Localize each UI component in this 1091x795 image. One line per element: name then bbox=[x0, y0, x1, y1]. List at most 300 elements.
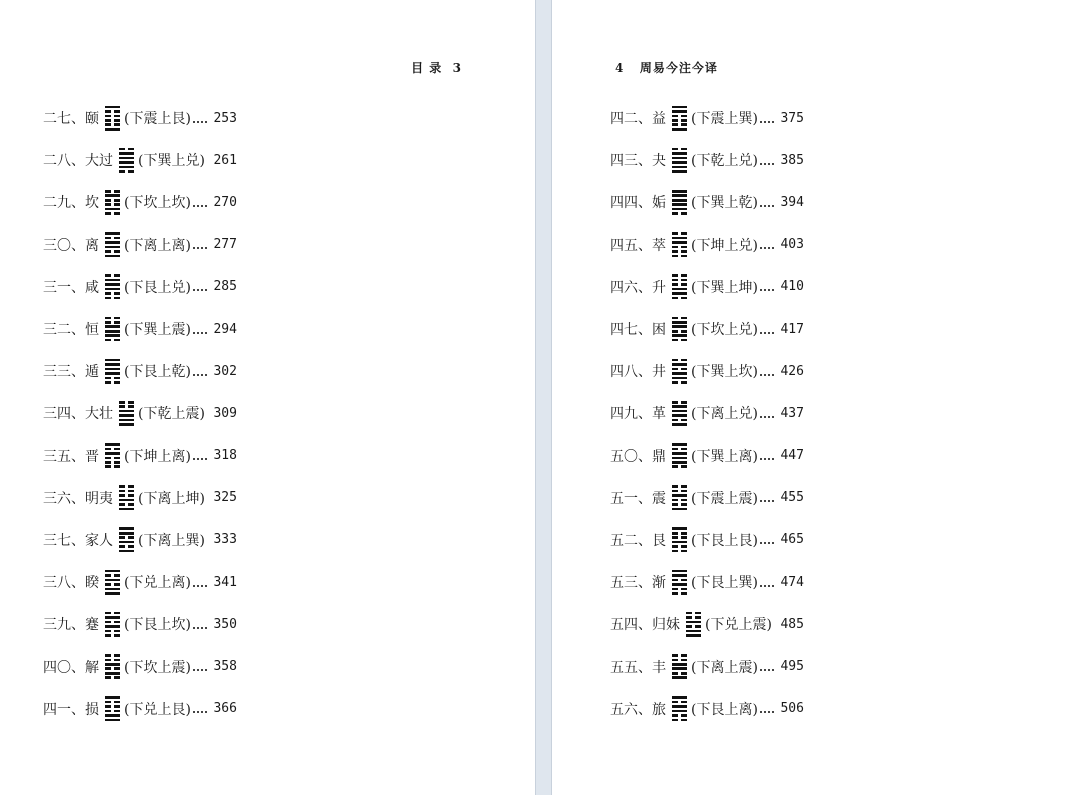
hexagram-icon bbox=[686, 612, 701, 637]
dot-leader bbox=[193, 626, 207, 629]
toc-entry[interactable] bbox=[610, 519, 804, 561]
yang-line bbox=[672, 377, 687, 380]
yin-line bbox=[105, 634, 120, 637]
yang-line bbox=[105, 719, 120, 722]
yang-line bbox=[119, 414, 134, 417]
yang-line bbox=[672, 414, 687, 417]
yin-line bbox=[672, 588, 687, 591]
yang-line bbox=[119, 161, 134, 164]
yang-line bbox=[672, 696, 687, 699]
entry-page-number: 318 bbox=[213, 448, 237, 464]
entry-number: 五二、 bbox=[610, 532, 652, 549]
yang-line bbox=[119, 527, 134, 530]
entry-page-number: 394 bbox=[780, 194, 804, 210]
yang-line bbox=[672, 363, 687, 366]
yang-line bbox=[119, 423, 134, 426]
entry-hexagram-name: 姤 bbox=[652, 195, 666, 212]
dot-leader bbox=[193, 331, 207, 334]
yin-line bbox=[105, 317, 120, 320]
entry-trigram-description: (下乾上兑) bbox=[691, 153, 758, 170]
entry-trigram-description: (下巽上离) bbox=[691, 448, 758, 465]
entry-hexagram-name: 大过 bbox=[85, 153, 113, 170]
hexagram-icon bbox=[672, 654, 687, 679]
dot-leader bbox=[760, 457, 774, 460]
toc-entry[interactable] bbox=[43, 519, 237, 561]
entry-trigram-description: (下巽上震) bbox=[124, 322, 191, 339]
yin-line bbox=[119, 536, 134, 539]
toc-entry[interactable] bbox=[610, 561, 804, 603]
yang-line bbox=[672, 208, 687, 211]
entry-trigram-description: (下艮上兑) bbox=[124, 279, 191, 296]
entry-trigram-description: (下巽上坤) bbox=[691, 279, 758, 296]
toc-entry[interactable] bbox=[610, 139, 804, 181]
yang-line bbox=[672, 334, 687, 337]
yin-line bbox=[105, 297, 120, 300]
toc-entry[interactable] bbox=[610, 224, 804, 266]
yin-line bbox=[672, 232, 687, 235]
yang-line bbox=[672, 203, 687, 206]
hexagram-icon bbox=[105, 654, 120, 679]
hexagram-icon bbox=[672, 232, 687, 257]
hexagram-icon bbox=[672, 274, 687, 299]
toc-entry[interactable] bbox=[610, 435, 804, 477]
yang-line bbox=[672, 705, 687, 708]
yin-line bbox=[672, 255, 687, 258]
yang-line bbox=[105, 330, 120, 333]
yin-line bbox=[672, 465, 687, 468]
yin-line bbox=[672, 714, 687, 717]
yang-line bbox=[686, 634, 701, 637]
entry-trigram-description: (下艮上艮) bbox=[691, 532, 758, 549]
toc-entry[interactable] bbox=[43, 350, 237, 392]
entry-number: 五四、 bbox=[610, 617, 652, 634]
toc-entry[interactable] bbox=[43, 603, 237, 645]
yang-line bbox=[105, 452, 120, 455]
hexagram-icon bbox=[672, 106, 687, 131]
yang-line bbox=[105, 672, 120, 675]
entry-page-number: 485 bbox=[780, 616, 804, 632]
yin-line bbox=[105, 701, 120, 704]
yang-line bbox=[119, 550, 134, 553]
yin-line bbox=[105, 583, 120, 586]
yin-line bbox=[119, 401, 134, 404]
dot-leader bbox=[760, 204, 774, 207]
yin-line bbox=[672, 579, 687, 582]
entry-number: 三九、 bbox=[43, 617, 85, 634]
yang-line bbox=[672, 106, 687, 109]
yin-line bbox=[105, 381, 120, 384]
dot-leader bbox=[760, 499, 774, 502]
dot-leader bbox=[760, 710, 774, 713]
yin-line bbox=[105, 705, 120, 708]
yin-line bbox=[672, 339, 687, 342]
yin-line bbox=[105, 465, 120, 468]
entry-hexagram-name: 睽 bbox=[85, 575, 99, 592]
yin-line bbox=[672, 719, 687, 722]
entry-hexagram-name: 升 bbox=[652, 279, 666, 296]
yang-line bbox=[672, 128, 687, 131]
dot-leader bbox=[760, 246, 774, 249]
yin-line bbox=[672, 419, 687, 422]
entry-trigram-description: (下巽上兑) bbox=[138, 153, 205, 170]
entry-page-number: 375 bbox=[780, 110, 804, 126]
dot-leader bbox=[760, 120, 774, 123]
right-page-header: 4 周易今注今译 bbox=[615, 61, 718, 75]
entry-page-number: 403 bbox=[780, 237, 804, 253]
yin-line bbox=[105, 659, 120, 662]
entry-hexagram-name: 鼎 bbox=[652, 448, 666, 465]
entry-page-number: 270 bbox=[213, 194, 237, 210]
yin-line bbox=[672, 274, 687, 277]
entry-page-number: 417 bbox=[780, 321, 804, 337]
yin-line bbox=[119, 503, 134, 506]
entry-hexagram-name: 革 bbox=[652, 406, 666, 423]
entry-trigram-description: (下震上艮) bbox=[124, 111, 191, 128]
yang-line bbox=[672, 152, 687, 155]
dot-leader bbox=[193, 457, 207, 460]
hexagram-icon bbox=[672, 190, 687, 215]
yin-line bbox=[105, 274, 120, 277]
yin-line bbox=[672, 490, 687, 493]
yin-line bbox=[105, 199, 120, 202]
hexagram-icon bbox=[672, 485, 687, 510]
entry-hexagram-name: 明夷 bbox=[85, 490, 113, 507]
yin-line bbox=[672, 246, 687, 249]
hexagram-icon bbox=[119, 485, 134, 510]
yang-line bbox=[672, 410, 687, 413]
yang-line bbox=[672, 667, 687, 670]
yang-line bbox=[105, 579, 120, 582]
yang-line bbox=[672, 443, 687, 446]
yang-line bbox=[672, 574, 687, 577]
entry-trigram-description: (下坎上坎) bbox=[124, 195, 191, 212]
left-page-header: 目 录 3 bbox=[411, 61, 462, 75]
yin-line bbox=[119, 490, 134, 493]
yin-line bbox=[105, 321, 120, 324]
entry-trigram-description: (下艮上乾) bbox=[124, 364, 191, 381]
dot-leader bbox=[760, 541, 774, 544]
yin-line bbox=[105, 461, 120, 464]
yang-line bbox=[672, 166, 687, 169]
entry-hexagram-name: 恒 bbox=[85, 322, 99, 339]
yang-line bbox=[105, 288, 120, 291]
yang-line bbox=[672, 570, 687, 573]
yin-line bbox=[119, 485, 134, 488]
entry-page-number: 325 bbox=[213, 490, 237, 506]
entry-page-number: 333 bbox=[213, 532, 237, 548]
entry-page-number: 447 bbox=[780, 448, 804, 464]
entry-hexagram-name: 离 bbox=[85, 237, 99, 254]
entry-trigram-description: (下巽上乾) bbox=[691, 195, 758, 212]
entry-trigram-description: (下离上震) bbox=[691, 659, 758, 676]
toc-entry[interactable] bbox=[43, 392, 237, 434]
yang-line bbox=[672, 452, 687, 455]
toc-entry[interactable] bbox=[43, 97, 237, 139]
yang-line bbox=[672, 190, 687, 193]
toc-entry[interactable] bbox=[610, 392, 804, 434]
yang-line bbox=[672, 583, 687, 586]
entry-page-number: 302 bbox=[213, 363, 237, 379]
yang-line bbox=[119, 410, 134, 413]
yang-line bbox=[105, 359, 120, 362]
yang-line bbox=[105, 255, 120, 258]
yin-line bbox=[105, 457, 120, 460]
entry-page-number: 495 bbox=[780, 659, 804, 675]
yang-line bbox=[105, 570, 120, 573]
yin-line bbox=[105, 612, 120, 615]
entry-trigram-description: (下艮上巽) bbox=[691, 575, 758, 592]
entry-page-number: 261 bbox=[213, 152, 237, 168]
toc-entry[interactable] bbox=[43, 224, 237, 266]
yang-line bbox=[105, 334, 120, 337]
hexagram-icon bbox=[672, 401, 687, 426]
entry-number: 三〇、 bbox=[43, 237, 85, 254]
yang-line bbox=[105, 325, 120, 328]
yang-line bbox=[672, 241, 687, 244]
yang-line bbox=[672, 194, 687, 197]
dot-leader bbox=[193, 204, 207, 207]
yang-line bbox=[105, 592, 120, 595]
entry-hexagram-name: 萃 bbox=[652, 237, 666, 254]
toc-entry[interactable] bbox=[610, 181, 804, 223]
yin-line bbox=[105, 377, 120, 380]
yin-line bbox=[672, 317, 687, 320]
page-gutter bbox=[535, 0, 552, 795]
toc-entry[interactable] bbox=[43, 688, 237, 730]
yang-line bbox=[672, 676, 687, 679]
entry-hexagram-name: 渐 bbox=[652, 575, 666, 592]
dot-leader bbox=[193, 373, 207, 376]
yang-line bbox=[105, 106, 120, 109]
toc-entry[interactable] bbox=[43, 266, 237, 308]
toc-entry[interactable] bbox=[43, 435, 237, 477]
entry-number: 四七、 bbox=[610, 322, 652, 339]
yin-line bbox=[686, 616, 701, 619]
yang-line bbox=[672, 157, 687, 160]
hexagram-icon bbox=[672, 148, 687, 173]
entry-hexagram-name: 井 bbox=[652, 364, 666, 381]
entry-number: 二九、 bbox=[43, 195, 85, 212]
toc-entry[interactable] bbox=[610, 477, 804, 519]
yin-line bbox=[686, 612, 701, 615]
entry-number: 四九、 bbox=[610, 406, 652, 423]
entry-page-number: 294 bbox=[213, 321, 237, 337]
yang-line bbox=[672, 405, 687, 408]
yin-line bbox=[672, 279, 687, 282]
yang-line bbox=[672, 461, 687, 464]
entry-page-number: 385 bbox=[780, 152, 804, 168]
entry-page-number: 465 bbox=[780, 532, 804, 548]
hexagram-icon bbox=[672, 359, 687, 384]
entry-number: 四五、 bbox=[610, 237, 652, 254]
entry-trigram-description: (下乾上震) bbox=[138, 406, 205, 423]
right-toc-list bbox=[610, 97, 804, 730]
yin-line bbox=[105, 115, 120, 118]
yang-line bbox=[105, 588, 120, 591]
entry-hexagram-name: 震 bbox=[652, 490, 666, 507]
yin-line bbox=[672, 123, 687, 126]
entry-trigram-description: (下坤上离) bbox=[124, 448, 191, 465]
yang-line bbox=[105, 279, 120, 282]
toc-entry[interactable] bbox=[610, 645, 804, 687]
yang-line bbox=[672, 237, 687, 240]
yin-line bbox=[672, 115, 687, 118]
entry-page-number: 506 bbox=[780, 701, 804, 717]
yin-line bbox=[686, 625, 701, 628]
toc-entry[interactable] bbox=[610, 350, 804, 392]
yin-line bbox=[672, 368, 687, 371]
hexagram-icon bbox=[672, 527, 687, 552]
entry-hexagram-name: 家人 bbox=[85, 532, 113, 549]
hexagram-icon bbox=[105, 274, 120, 299]
toc-entry[interactable] bbox=[43, 181, 237, 223]
entry-number: 三五、 bbox=[43, 448, 85, 465]
toc-entry[interactable] bbox=[610, 308, 804, 350]
yin-line bbox=[119, 170, 134, 173]
hexagram-icon bbox=[119, 148, 134, 173]
entry-trigram-description: (下离上离) bbox=[124, 237, 191, 254]
yin-line bbox=[672, 701, 687, 704]
yin-line bbox=[672, 250, 687, 253]
entry-trigram-description: (下震上震) bbox=[691, 490, 758, 507]
yang-line bbox=[105, 616, 120, 619]
toc-entry[interactable] bbox=[43, 308, 237, 350]
yang-line bbox=[105, 232, 120, 235]
hexagram-icon bbox=[105, 696, 120, 721]
entry-number: 四四、 bbox=[610, 195, 652, 212]
dot-leader bbox=[193, 668, 207, 671]
entry-hexagram-name: 益 bbox=[652, 111, 666, 128]
entry-hexagram-name: 蹇 bbox=[85, 617, 99, 634]
hexagram-icon bbox=[672, 696, 687, 721]
entry-number: 五六、 bbox=[610, 701, 652, 718]
yin-line bbox=[672, 297, 687, 300]
yin-line bbox=[105, 203, 120, 206]
entry-trigram-description: (下坤上兑) bbox=[691, 237, 758, 254]
yang-line bbox=[672, 199, 687, 202]
toc-entry[interactable] bbox=[43, 477, 237, 519]
yin-line bbox=[105, 448, 120, 451]
yin-line bbox=[105, 123, 120, 126]
dot-leader bbox=[760, 373, 774, 376]
dot-leader bbox=[760, 415, 774, 418]
entry-trigram-description: (下巽上坎) bbox=[691, 364, 758, 381]
yin-line bbox=[672, 536, 687, 539]
entry-number: 三一、 bbox=[43, 279, 85, 296]
yin-line bbox=[672, 148, 687, 151]
hexagram-icon bbox=[119, 527, 134, 552]
yang-line bbox=[672, 170, 687, 173]
yin-line bbox=[105, 621, 120, 624]
toc-entry[interactable] bbox=[43, 139, 237, 181]
hexagram-icon bbox=[105, 317, 120, 342]
yin-line bbox=[105, 190, 120, 193]
yin-line bbox=[119, 494, 134, 497]
entry-page-number: 285 bbox=[213, 279, 237, 295]
yang-line bbox=[119, 541, 134, 544]
yang-line bbox=[672, 321, 687, 324]
entry-page-number: 410 bbox=[780, 279, 804, 295]
entry-trigram-description: (下兑上离) bbox=[124, 575, 191, 592]
yang-line bbox=[672, 292, 687, 295]
toc-entry[interactable] bbox=[43, 645, 237, 687]
entry-page-number: 455 bbox=[780, 490, 804, 506]
yang-line bbox=[672, 541, 687, 544]
yang-line bbox=[105, 246, 120, 249]
entry-hexagram-name: 夬 bbox=[652, 153, 666, 170]
toc-entry[interactable] bbox=[610, 603, 804, 645]
yin-line bbox=[105, 574, 120, 577]
toc-entry[interactable] bbox=[610, 688, 804, 730]
yang-line bbox=[672, 161, 687, 164]
yin-line bbox=[119, 405, 134, 408]
dot-leader bbox=[760, 668, 774, 671]
entry-trigram-description: (下艮上坎) bbox=[124, 617, 191, 634]
yang-line bbox=[119, 166, 134, 169]
entry-hexagram-name: 咸 bbox=[85, 279, 99, 296]
entry-hexagram-name: 大壮 bbox=[85, 406, 113, 423]
yin-line bbox=[672, 330, 687, 333]
entry-number: 三三、 bbox=[43, 364, 85, 381]
dot-leader bbox=[193, 584, 207, 587]
dot-leader bbox=[760, 288, 774, 291]
entry-hexagram-name: 颐 bbox=[85, 111, 99, 128]
entry-number: 三二、 bbox=[43, 322, 85, 339]
yin-line bbox=[672, 119, 687, 122]
yin-line bbox=[672, 381, 687, 384]
yin-line bbox=[105, 710, 120, 713]
yang-line bbox=[672, 110, 687, 113]
entry-trigram-description: (下艮上离) bbox=[691, 701, 758, 718]
entry-page-number: 350 bbox=[213, 616, 237, 632]
yang-line bbox=[672, 494, 687, 497]
yin-line bbox=[105, 630, 120, 633]
hexagram-icon bbox=[105, 232, 120, 257]
yang-line bbox=[105, 363, 120, 366]
yang-line bbox=[672, 423, 687, 426]
yin-line bbox=[672, 503, 687, 506]
yin-line bbox=[105, 339, 120, 342]
yin-line bbox=[672, 359, 687, 362]
entry-page-number: 309 bbox=[213, 405, 237, 421]
entry-page-number: 253 bbox=[213, 110, 237, 126]
left-toc-list bbox=[43, 97, 237, 730]
yin-line bbox=[672, 545, 687, 548]
entry-hexagram-name: 旅 bbox=[652, 701, 666, 718]
hexagram-icon bbox=[119, 401, 134, 426]
entry-hexagram-name: 遁 bbox=[85, 364, 99, 381]
entry-hexagram-name: 损 bbox=[85, 701, 99, 718]
yin-line bbox=[672, 212, 687, 215]
yang-line bbox=[105, 443, 120, 446]
hexagram-icon bbox=[105, 612, 120, 637]
yin-line bbox=[672, 448, 687, 451]
entry-page-number: 426 bbox=[780, 363, 804, 379]
yin-line bbox=[672, 283, 687, 286]
entry-hexagram-name: 艮 bbox=[652, 532, 666, 549]
yang-line bbox=[119, 157, 134, 160]
toc-entry[interactable] bbox=[610, 97, 804, 139]
yang-line bbox=[672, 325, 687, 328]
entry-number: 四〇、 bbox=[43, 659, 85, 676]
yang-line bbox=[119, 499, 134, 502]
entry-number: 五五、 bbox=[610, 659, 652, 676]
toc-entry[interactable] bbox=[610, 266, 804, 308]
entry-number: 二八、 bbox=[43, 153, 85, 170]
toc-entry[interactable] bbox=[43, 561, 237, 603]
dot-leader bbox=[760, 162, 774, 165]
yang-line bbox=[105, 208, 120, 211]
